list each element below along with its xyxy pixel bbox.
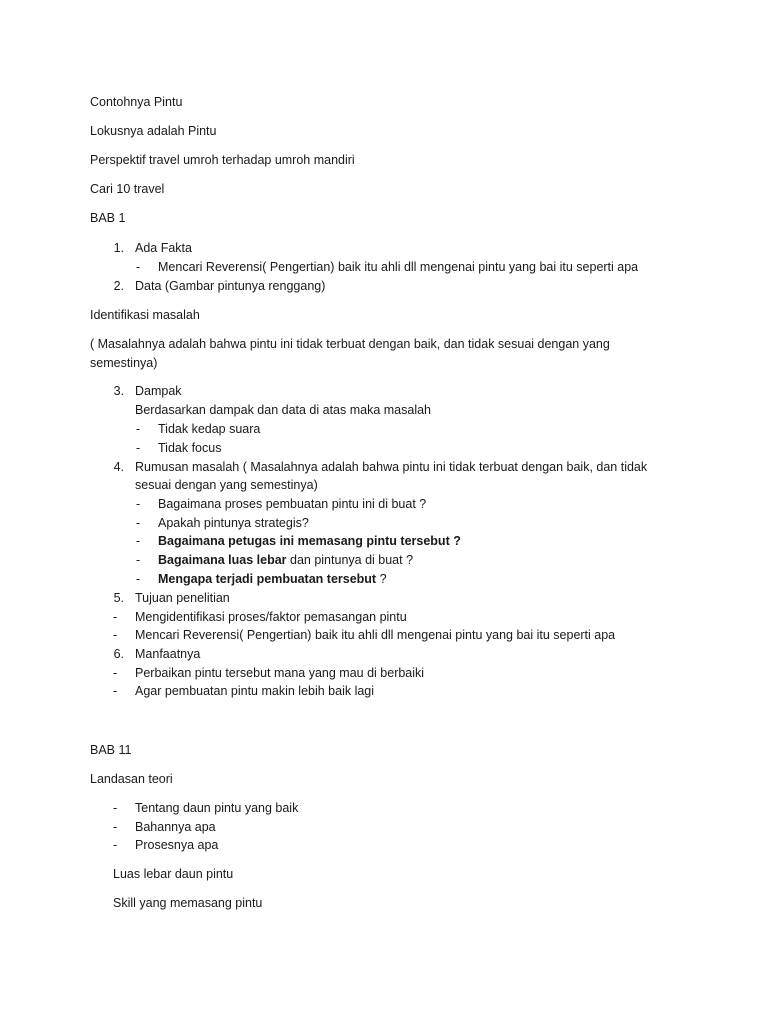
bold-text: Bagaimana luas lebar (158, 553, 287, 567)
sub-list-item: Mencari Reverensi( Pengertian) baik itu ahli dll mengenai pintu yang bai itu seperti apa (158, 260, 639, 274)
regular-text: dan pintunya di buat ? (286, 553, 414, 567)
list-item: Mencari Reverensi( Pengertian) baik itu ahli dll mengenai pintu yang bai itu seperti apa (135, 628, 616, 642)
list-dash: - (136, 497, 141, 511)
list-dash: - (136, 516, 141, 530)
list-dash: - (113, 610, 118, 624)
paragraph: ( Masalahnya adalah bahwa pintu ini tidak terbuat dengan baik, dan tidak sesuai dengan yang (90, 337, 610, 351)
list-dash: - (136, 534, 141, 548)
list-number: 1. (113, 241, 124, 255)
list-dash: - (113, 820, 118, 834)
list-item: Ada Fakta (135, 241, 192, 255)
paragraph: Luas lebar daun pintu (113, 867, 234, 881)
paragraph: Landasan teori (90, 772, 173, 786)
list-item: Tentang daun pintu yang baik (135, 801, 299, 815)
sub-list-item: Apakah pintunya strategis? (158, 516, 309, 530)
sub-list-item: Bagaimana petugas ini memasang pintu tersebut ? (158, 534, 461, 548)
sub-list-item: Bagaimana proses pembuatan pintu ini di buat ? (158, 497, 427, 511)
list-item: Agar pembuatan pintu makin lebih baik lagi (135, 684, 375, 698)
list-item: Prosesnya apa (135, 838, 219, 852)
list-item: Rumusan masalah ( Masalahnya adalah bahwa pintu ini tidak terbuat dengan baik, dan tidak (135, 460, 648, 474)
list-dash: - (136, 422, 141, 436)
sub-list-item (158, 553, 413, 568)
list-item: Berdasarkan dampak dan data di atas maka masalah (135, 403, 432, 417)
heading-bab-1: BAB 1 (90, 211, 126, 225)
list-dash: - (113, 838, 118, 852)
list-item: Bahannya apa (135, 820, 216, 834)
paragraph: semestinya) (90, 356, 158, 370)
list-dash: - (113, 628, 118, 642)
list-dash: - (113, 666, 118, 680)
list-dash: - (136, 441, 141, 455)
list-dash: - (113, 801, 118, 815)
list-number: 2. (113, 279, 124, 293)
sub-list-item (158, 572, 387, 587)
list-item: sesuai dengan yang semestinya) (135, 478, 318, 492)
list-item: Tujuan penelitian (135, 591, 230, 605)
list-item: Mengidentifikasi proses/faktor pemasangan pintu (135, 610, 407, 624)
paragraph: Skill yang memasang pintu (113, 896, 263, 910)
list-number: 3. (113, 384, 124, 398)
sub-list-item: Tidak focus (158, 441, 222, 455)
paragraph: Cari 10 travel (90, 182, 165, 196)
list-number: 6. (113, 647, 124, 661)
list-number: 5. (113, 591, 124, 605)
list-dash: - (136, 553, 141, 567)
paragraph: Lokusnya adalah Pintu (90, 124, 217, 138)
heading-bab-11: BAB 11 (90, 743, 132, 757)
list-item: Dampak (135, 384, 182, 398)
paragraph: Contohnya Pintu (90, 95, 183, 109)
sub-list-item: Tidak kedap suara (158, 422, 261, 436)
regular-text: ? (376, 572, 387, 586)
list-item: Manfaatnya (135, 647, 201, 661)
list-dash: - (136, 260, 141, 274)
list-dash: - (136, 572, 141, 586)
paragraph: Identifikasi masalah (90, 308, 200, 322)
list-number: 4. (113, 460, 124, 474)
list-dash: - (113, 684, 118, 698)
list-item: Data (Gambar pintunya renggang) (135, 279, 326, 293)
list-item: Perbaikan pintu tersebut mana yang mau di berbaiki (135, 666, 425, 680)
paragraph: Perspektif travel umroh terhadap umroh mandiri (90, 153, 355, 167)
bold-text: Mengapa terjadi pembuatan tersebut (158, 572, 377, 586)
